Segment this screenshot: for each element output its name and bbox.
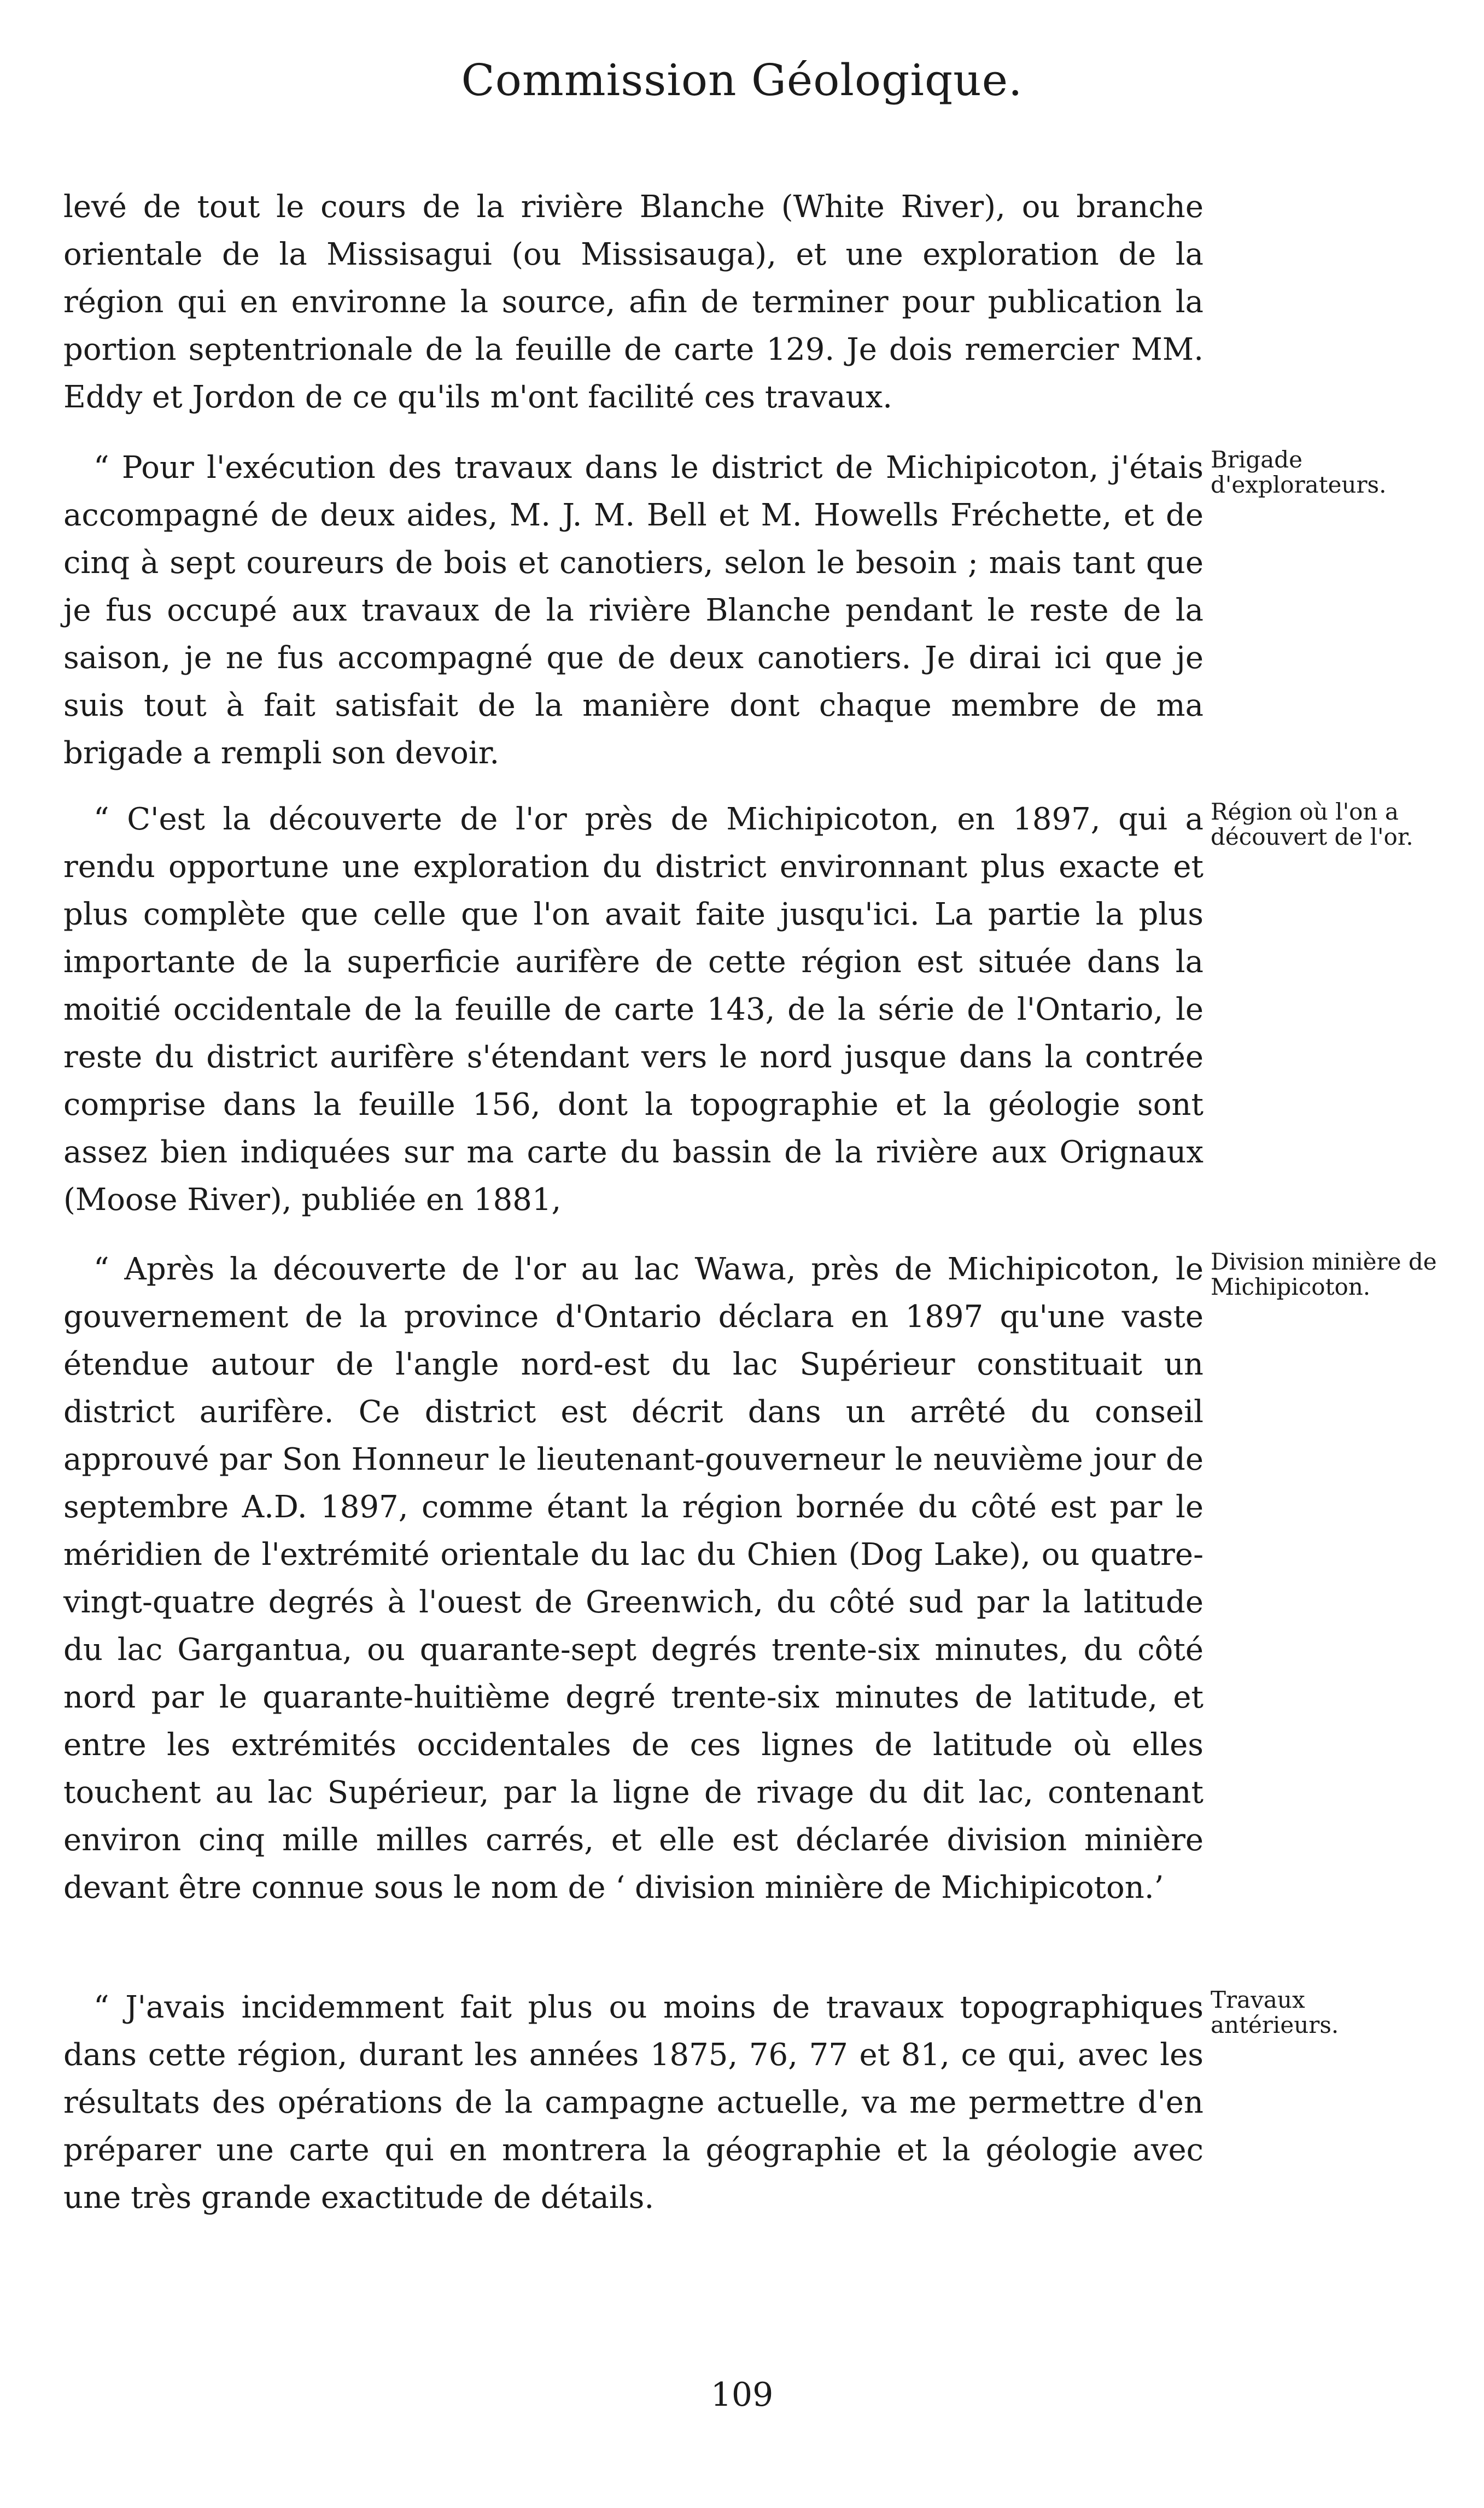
margin-note-previous-work: Travaux antérieurs.	[1211, 1986, 1339, 2038]
paragraph-brigade: “ Pour l'exécution des travaux dans le district de Michipicoton, j'étais accompagné de deux aides, M. J. M. Bell et M. Howells Fréchette, et de cinq à sept coureurs de bois et canotiers, selon le besoin ; mais tant que je fus occupé aux travaux de la rivière Blanche pendant le reste de la saison, je ne fus accompagné que de deux canotiers. Je dirai ici que je suis tout à fait satisfait de la manière dont chaque membre de ma brigade a rempli son devoir.	[63, 450, 1203, 771]
page-number: 109	[710, 2376, 774, 2414]
page-title: Commission Géologique.	[461, 55, 1023, 106]
margin-note-mining-division: Division minière de Michipicoton.	[1211, 1248, 1437, 1300]
paragraph-gold-discovery: “ C'est la découverte de l'or près de Michipicoton, en 1897, qui a rendu opportune une exploration du district environnant plus exacte et plus complète que celle que l'on avait faite jusqu'ici. La partie la plus importante de la superficie aurifère de cette région est située dans la moitié occidentale de la feuille de carte 143, de la série de l'Ontario, le reste du district aurifère s'étendant vers le nord jusque dans la contrée comprise dans la feuille 156, dont la topographie et la géologie sont assez bien indiquées sur ma carte du bassin de la rivière aux Orignaux (Moose River), publiée en 1881,	[63, 802, 1203, 1218]
paragraph-mining-division: “ Après la découverte de l'or au lac Wawa, près de Michipicoton, le gouvernement de la province d'Ontario déclara en 1897 qu'une vaste étendue autour de l'angle nord-est du lac Supérieur constituait un district aurifère. Ce district est décrit dans un arrêté du conseil approuvé par Son Honneur le lieutenant-gouverneur le neuvième jour de septembre A.D. 1897, comme étant la région bornée du côté est par le méridien de l'extrémité orientale du lac du Chien (Dog Lake), ou quatre-vingt-quatre degrés à l'ouest de Greenwich, du côté sud par la latitude du lac Gargantua, ou quarante-sept degrés trente-six minutes, du côté nord par le quarante-huitième degré trente-six minutes de latitude, et entre les extrémités occidentales de ces lignes de latitude où elles touchent au lac Supérieur, par la ligne de rivage du dit lac, contenant environ cinq mille milles carrés, et elle est déclarée division minière devant être connue sous le nom de ‘ division minière de Michipicoton.’	[63, 1252, 1203, 1905]
paragraph-previous-work: “ J'avais incidemment fait plus ou moins de travaux topographiques dans cette région, durant les années 1875, 76, 77 et 81, ce qui, avec les résultats des opérations de la campagne actuelle, va me permettre d'en préparer une carte qui en montrera la géographie et la géologie avec une très grande exactitude de détails.	[63, 1990, 1203, 2215]
margin-note-gold-region: Région où l'on a découvert de l'or.	[1211, 798, 1413, 850]
margin-note-brigade: Brigade d'explorateurs.	[1211, 446, 1387, 498]
paragraph-continuation: levé de tout le cours de la rivière Blanche (White River), ou branche orientale de la Missisagui (ou Missisauga), et une exploration de la région qui en environne la source, afin de terminer pour publication la portion septentrionale de la feuille de carte 129. Je dois remercier MM. Eddy et Jordon de ce qu'ils m'ont facilité ces travaux.	[63, 189, 1203, 415]
